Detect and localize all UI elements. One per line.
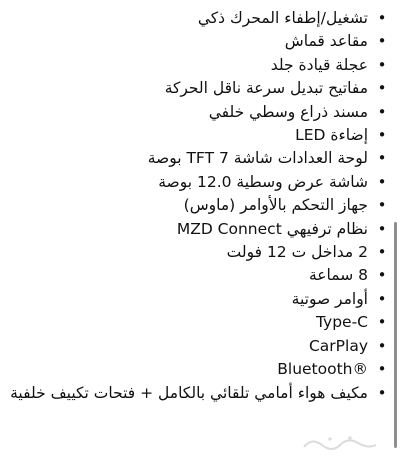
bullet-icon: • bbox=[377, 9, 387, 27]
bullet-icon: • bbox=[377, 149, 387, 168]
bullet-icon: • bbox=[377, 243, 387, 262]
feature-item bbox=[8, 288, 390, 311]
feature-item bbox=[8, 194, 390, 217]
feature-item bbox=[8, 124, 390, 147]
feature-text: لوحة العدادات شاشة TFT 7 بوصة bbox=[147, 149, 368, 168]
feature-text: أوامر صوتية bbox=[291, 289, 368, 308]
feature-text: 2 مداخل ت 12 فولت bbox=[226, 243, 368, 262]
feature-text: نظام ترفيهي MZD Connect bbox=[176, 219, 368, 238]
bullet-icon: • bbox=[377, 219, 387, 238]
bullet-icon: • bbox=[377, 32, 387, 51]
feature-text: Bluetooth® bbox=[277, 360, 368, 379]
feature-text: إضاءة LED bbox=[295, 126, 368, 145]
bullet-icon: • bbox=[377, 336, 387, 355]
feature-text: مكيف هواء أمامي تلقائي بالكامل + فتحات تكييف خلفية bbox=[10, 383, 368, 402]
bullet-icon: • bbox=[377, 289, 387, 308]
feature-text: Type-C bbox=[315, 313, 368, 332]
bullet-icon: • bbox=[377, 313, 387, 332]
feature-item bbox=[8, 311, 390, 334]
feature-item bbox=[8, 241, 390, 264]
feature-item bbox=[8, 335, 390, 358]
feature-text: تشغيل/إطفاء المحرك ذكي bbox=[197, 9, 368, 27]
feature-text: عجلة قيادة جلد bbox=[270, 55, 368, 74]
feature-item bbox=[8, 358, 390, 381]
feature-item bbox=[8, 382, 390, 405]
feature-item bbox=[8, 218, 390, 241]
scrollbar[interactable] bbox=[394, 222, 397, 448]
bullet-icon: • bbox=[377, 79, 387, 98]
feature-text: CarPlay bbox=[308, 336, 368, 355]
feature-text: جهاز التحكم بالأوامر (ماوس) bbox=[183, 196, 368, 215]
feature-item bbox=[8, 264, 390, 287]
bullet-icon: • bbox=[377, 383, 387, 402]
bullet-icon: • bbox=[377, 172, 387, 191]
bullet-icon: • bbox=[377, 55, 387, 74]
feature-text: مقاعد قماش bbox=[284, 32, 368, 51]
feature-item bbox=[8, 30, 390, 53]
feature-item bbox=[8, 54, 390, 77]
feature-item bbox=[8, 7, 390, 30]
bullet-icon: • bbox=[377, 102, 387, 121]
feature-item bbox=[8, 147, 390, 170]
bullet-icon: • bbox=[377, 266, 387, 285]
bullet-icon: • bbox=[377, 360, 387, 379]
feature-text: شاشة عرض وسطية 12.0 بوصة bbox=[158, 172, 368, 191]
feature-text: مسند ذراع وسطي خلفي bbox=[208, 102, 368, 121]
bullet-icon: • bbox=[377, 126, 387, 145]
feature-list bbox=[8, 7, 390, 405]
feature-item bbox=[8, 171, 390, 194]
feature-text: 8 سماعة bbox=[308, 266, 368, 285]
feature-text: مفاتيح تبديل سرعة ناقل الحركة bbox=[164, 79, 368, 98]
bullet-icon: • bbox=[377, 196, 387, 215]
feature-item bbox=[8, 101, 390, 124]
feature-item bbox=[8, 77, 390, 100]
haraj-logo-watermark-icon bbox=[300, 433, 380, 453]
